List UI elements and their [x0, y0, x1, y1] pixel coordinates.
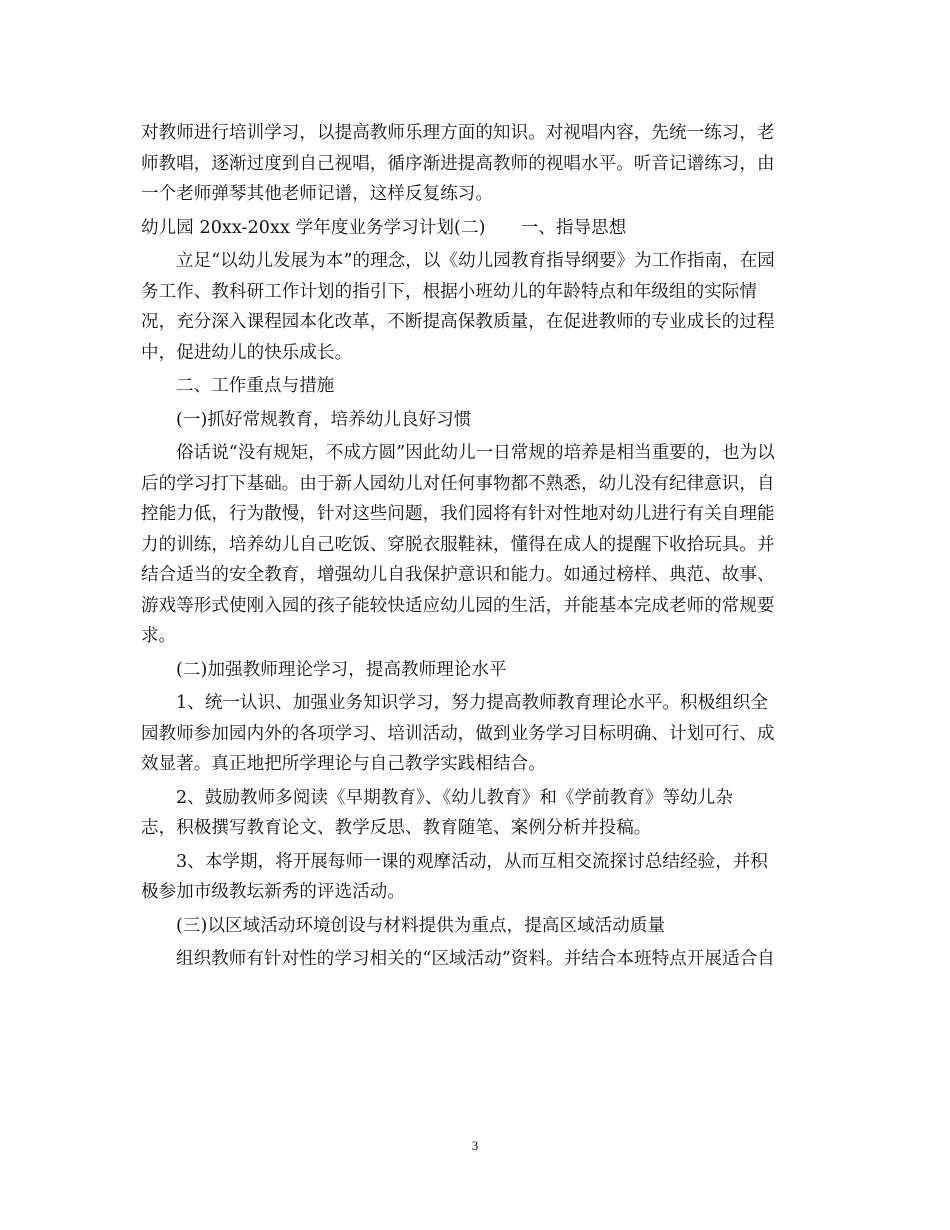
text-line: 后的学习打下基础。由于新人园幼儿对任何事物都不熟悉，幼儿没有纪律意识，自 [141, 473, 775, 494]
text-line: 3、本学期，将开展每师一课的观摩活动，从而互相交流探讨总结经验，并积 [176, 851, 769, 872]
text-line: 俗话说“没有规矩，不成方圆”因此幼儿一日常规的培养是相当重要的，也为以 [176, 443, 775, 463]
text-line: 力的训练，培养幼儿自己吃饭、穿脱衣服鞋袜，懂得在成人的提醒下收拾玩具。并 [141, 534, 775, 555]
text-line: 师教唱，逐渐过度到自己视唱，循序渐进提高教师的视唱水平。听音记谱练习，由 [141, 153, 775, 174]
text-line: 控能力低，行为散慢，针对这些问题，我们园将有针对性地对幼儿进行有关自理能 [141, 504, 775, 524]
text-line: 对教师进行培训学习，以提高教师乐理方面的知识。对视唱内容，先统一练习，老 [141, 123, 775, 143]
text-line: 求。 [141, 626, 177, 646]
page-number: 3 [471, 1138, 479, 1153]
text-line: 志，积极撰写教育论文、教学反思、教育随笔、案例分析并投稿。 [141, 818, 652, 838]
text-line: 游戏等形式使刚入园的孩子能较快适应幼儿园的生活，并能基本完成老师的常规要 [141, 595, 775, 616]
text-line: 一个老师弹琴其他老师记谱，这样反复练习。 [141, 184, 493, 204]
text-line: 务工作、教科研工作计划的指引下，根据小班幼儿的年龄特点和年级组的实际情 [141, 281, 757, 302]
section-heading: 幼儿园 20xx-20xx 学年度业务学习计划(二) 一、指导思想 [141, 217, 627, 238]
text-line: 结合适当的安全教育，增强幼儿自我保护意识和能力。如通过榜样、典范、故事、 [141, 565, 775, 585]
text-line: 组织教师有针对性的学习相关的“区域活动”资料。并结合本班特点开展适合自 [176, 949, 775, 969]
text-line: 效显著。真正地把所学理论与自己教学实践相结合。 [141, 754, 546, 774]
text-line: 园教师参加园内外的各项学习、培训活动，做到业务学习目标明确、计划可行、成 [141, 723, 775, 744]
text-line: 况，充分深入课程园本化改革，不断提高保教质量，在促进教师的专业成长的过程 [141, 312, 775, 332]
document-body [141, 118, 811, 975]
text-line: 极参加市级教坛新秀的评选活动。 [141, 882, 405, 902]
text-line: 2、鼓励教师多阅读《早期教育》、《幼儿教育》和《学前教育》等幼儿杂 [176, 787, 733, 808]
text-line: 中，促进幼儿的快乐成长。 [141, 342, 353, 363]
subsection-heading: (一)抓好常规教育，培养幼儿良好习惯 [176, 409, 472, 430]
text-line: 1、统一认识、加强业务知识学习，努力提高教师教育理论水平。积极组织全 [176, 693, 769, 713]
text-line: 立足“以幼儿发展为本”的理念，以《幼儿园教育指导纲要》为工作指南，在园 [176, 251, 775, 271]
subsection-heading: (三)以区域活动环境创设与材料提供为重点，提高区域活动质量 [176, 915, 666, 936]
subsection-heading: (二)加强教师理论学习，提高教师理论水平 [176, 659, 507, 680]
section-heading: 二、工作重点与措施 [176, 376, 335, 396]
